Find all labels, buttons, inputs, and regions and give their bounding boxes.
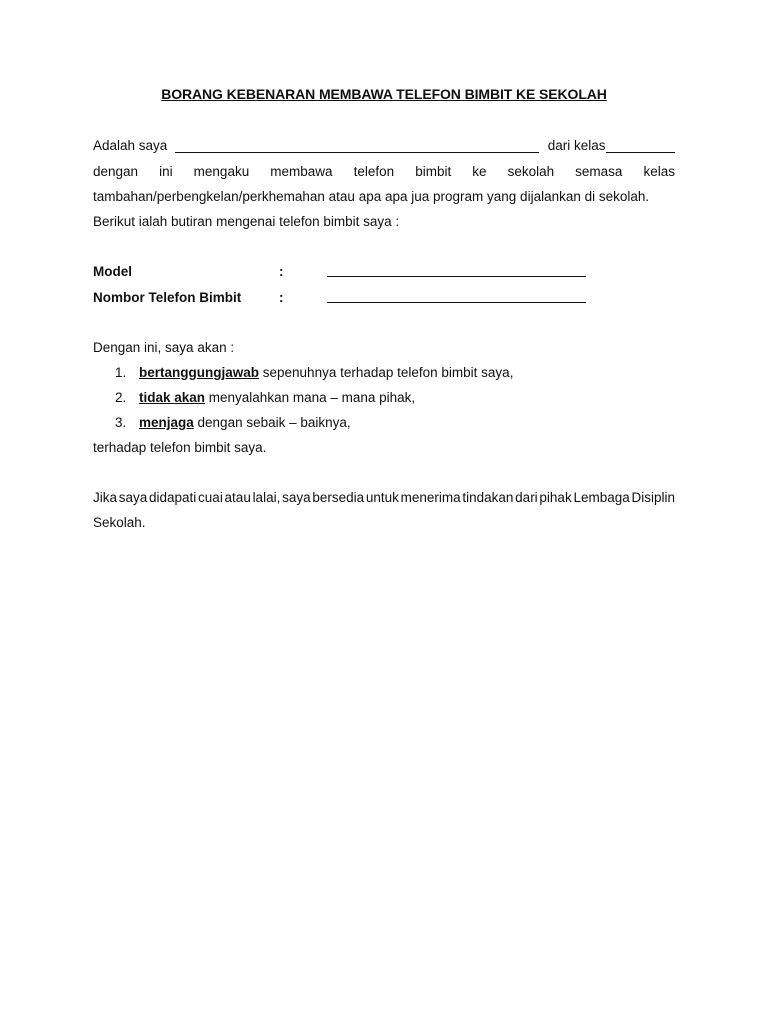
model-colon: : — [279, 264, 284, 279]
model-label: Model — [93, 264, 132, 279]
promise-item-1 — [139, 365, 513, 380]
phone-number-label: Nombor Telefon Bimbit — [93, 290, 242, 305]
consequence-line-1-word: cuai — [198, 490, 223, 505]
name-blank[interactable] — [175, 139, 538, 153]
promise-item-3-text: dengan sebaik – baiknya, — [193, 415, 351, 430]
intro-line-2-word: kelas — [643, 164, 675, 179]
promise-item-2 — [139, 390, 415, 405]
promise-item-3-keyword: menjaga — [139, 415, 194, 430]
intro-line-2-word: semasa — [575, 164, 623, 179]
promise-item-3-number: 3. — [115, 415, 127, 430]
consequence-line-1-word: menerima — [400, 490, 461, 505]
intro-line-2-word: sekolah — [507, 164, 555, 179]
consequence-line-1-word: saya — [282, 490, 311, 505]
consequence-line-1-word: didapati — [149, 490, 197, 505]
consequence-line-1-word: Lembaga — [573, 490, 630, 505]
intro-line-2-word: mengaku — [193, 164, 250, 179]
dari-kelas-label: dari kelas — [547, 138, 606, 153]
promise-item-2-text: menyalahkan mana – mana pihak, — [205, 390, 416, 405]
promise-item-3 — [139, 415, 351, 430]
consequence-line-1-word: saya — [118, 490, 148, 505]
intro-line-2-word: telefon — [353, 164, 395, 179]
intro-line-2-word: dengan — [93, 164, 139, 179]
phone-number-blank[interactable] — [327, 290, 586, 303]
consequence-line-1-word: untuk — [365, 490, 399, 505]
consequence-line-1-word: pihak — [539, 490, 572, 505]
consequence-line-2: Sekolah. — [93, 515, 146, 530]
consequence-line-1-word: Jika — [93, 490, 118, 505]
consequence-line-1-word: Disiplin — [631, 490, 675, 505]
promise-item-2-keyword: tidak akan — [139, 390, 206, 405]
intro-line-4: Berikut ialah butiran mengenai telefon bimbit saya : — [93, 214, 400, 229]
promise-lead: Dengan ini, saya akan : — [93, 340, 235, 355]
intro-line-2 — [93, 164, 675, 179]
intro-line-2-word: membawa — [270, 164, 333, 179]
intro-line-2-word: bimbit — [415, 164, 452, 179]
consequence-line-1-word: dari — [515, 490, 538, 505]
promise-item-2-number: 2. — [115, 390, 127, 405]
form-title: BORANG KEBENARAN MEMBAWA TELEFON BIMBIT KE SEKOLAH — [161, 86, 607, 102]
consequence-line-1-word: tindakan — [462, 490, 514, 505]
promise-item-1-keyword: bertanggungjawab — [139, 365, 260, 380]
class-blank[interactable] — [606, 139, 676, 153]
adalah-saya-label: Adalah saya — [93, 138, 168, 153]
intro-line-2-word: ini — [159, 164, 173, 179]
promise-item-1-number: 1. — [115, 365, 127, 380]
model-blank[interactable] — [327, 264, 586, 277]
consequence-line-1-word: bersedia — [312, 490, 365, 505]
consequence-line-1-word: atau — [224, 490, 251, 505]
phone-number-colon: : — [279, 290, 284, 305]
intro-line-3: tambahan/perbengkelan/perkhemahan atau apa apa jua program yang dijalankan di sekolah. — [93, 189, 650, 204]
consequence-line-1-word: lalai, — [252, 490, 281, 505]
intro-line-1 — [93, 138, 675, 153]
consequence-line-1 — [93, 490, 675, 505]
promise-item-1-text: sepenuhnya terhadap telefon bimbit saya, — [259, 365, 514, 380]
promise-closing: terhadap telefon bimbit saya. — [93, 440, 267, 455]
intro-line-2-word: ke — [472, 164, 487, 179]
